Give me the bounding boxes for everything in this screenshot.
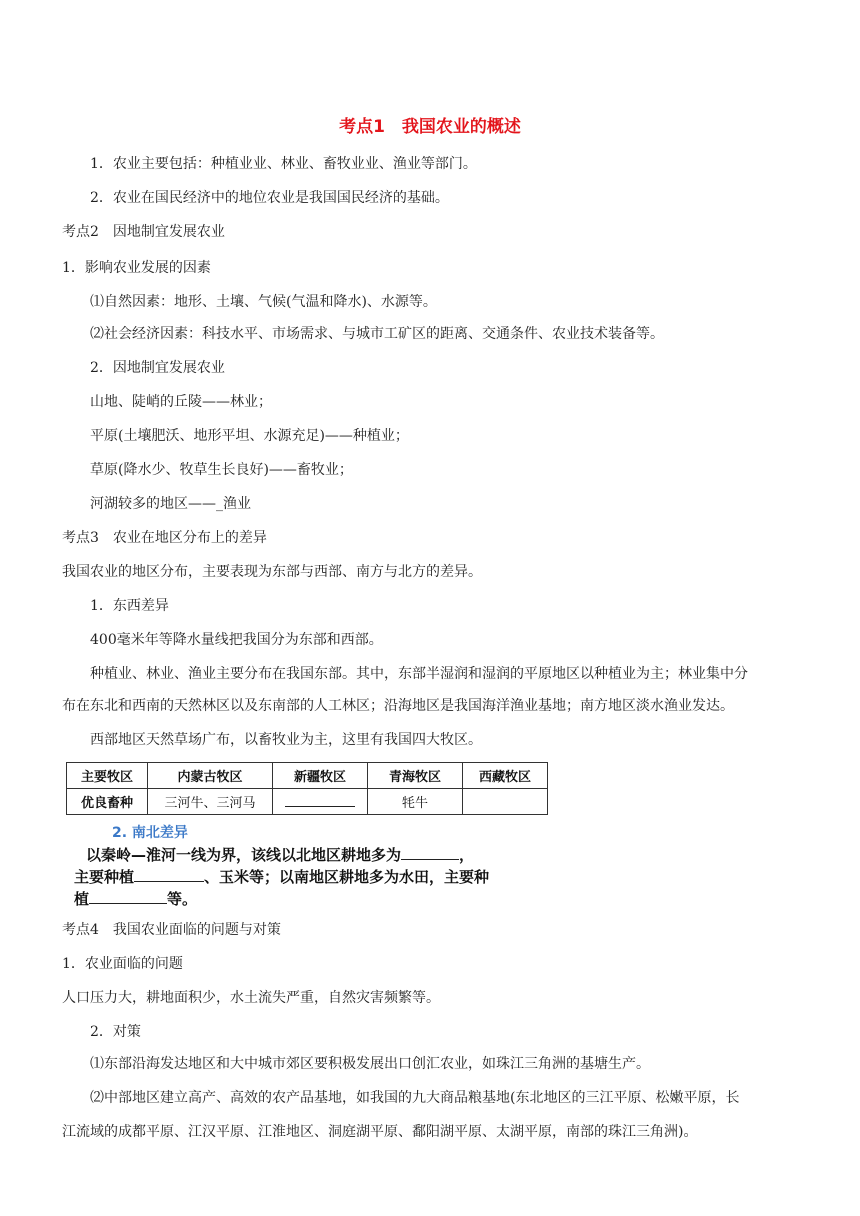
table-row bbox=[67, 763, 548, 789]
table-cell bbox=[273, 789, 368, 815]
pasture-table bbox=[66, 762, 548, 815]
table-cell: 青海牧区 bbox=[368, 763, 463, 789]
paragraph: 2．农业在国民经济中的地位农业是我国国民经济的基础。 bbox=[90, 190, 449, 206]
subheading: 2. 南北差异 bbox=[112, 825, 188, 841]
paragraph: 1．农业主要包括：种植业业、林业、畜牧业业、渔业等部门。 bbox=[90, 156, 477, 172]
text: 植 bbox=[74, 890, 90, 908]
answer-blank bbox=[134, 867, 204, 882]
list-item: 草原(降水少、牧草生长良好)——畜牧业； bbox=[90, 462, 353, 478]
subheading: 2．因地制宜发展农业 bbox=[90, 360, 225, 376]
subheading: 2．对策 bbox=[90, 1024, 141, 1040]
subheading: 1．东西差异 bbox=[90, 598, 169, 614]
paragraph: ⑵中部地区建立高产、高效的农产品基地，如我国的九大商品粮基地(东北地区的三江平原、松嫩平原，长 bbox=[90, 1090, 740, 1106]
fill-line bbox=[74, 866, 489, 888]
paragraph: ⑴自然因素：地形、土壤、气候(气温和降水)、水源等。 bbox=[90, 294, 437, 310]
table-row bbox=[67, 789, 548, 815]
paragraph: ⑴东部沿海发达地区和大中城市郊区要积极发展出口创汇农业，如珠江三角洲的基塘生产。 bbox=[90, 1056, 650, 1072]
list-item: 平原(土壤肥沃、地形平坦、水源充足)——种植业； bbox=[90, 428, 409, 444]
text: 、玉米等；以南地区耕地多为水田，主要种 bbox=[204, 868, 490, 886]
paragraph: 人口压力大，耕地面积少，水土流失严重，自然灾害频繁等。 bbox=[62, 990, 440, 1006]
answer-blank bbox=[401, 845, 459, 860]
subheading: 1．影响农业发展的因素 bbox=[62, 260, 211, 276]
paragraph: 我国农业的地区分布，主要表现为东部与西部、南方与北方的差异。 bbox=[62, 564, 482, 580]
table-cell: 主要牧区 bbox=[67, 763, 148, 789]
section-heading: 考点4 我国农业面临的问题与对策 bbox=[62, 922, 281, 938]
section-heading: 考点3 农业在地区分布上的差异 bbox=[62, 530, 267, 546]
answer-blank bbox=[89, 889, 167, 904]
paragraph: 江流域的成都平原、江汉平原、江淮地区、洞庭湖平原、鄱阳湖平原、太湖平原，南部的珠江三角洲)。 bbox=[62, 1124, 698, 1140]
subheading: 1．农业面临的问题 bbox=[62, 956, 183, 972]
table-cell: 西藏牧区 bbox=[463, 763, 548, 789]
paragraph: ⑵社会经济因素：科技水平、市场需求、与城市工矿区的距离、交通条件、农业技术装备等。 bbox=[90, 326, 664, 342]
text: ， bbox=[459, 846, 475, 864]
paragraph: 种植业、林业、渔业主要分布在我国东部。其中，东部半湿润和湿润的平原地区以种植业为主；林业集中分 bbox=[90, 666, 748, 682]
text: 以秦岭—淮河一线为界，该线以北地区耕地多为 bbox=[86, 846, 402, 864]
table-cell bbox=[463, 789, 548, 815]
answer-blank bbox=[285, 792, 355, 807]
page-title: 考点1 我国农业的概述 bbox=[339, 117, 521, 137]
list-item: 山地、陡峭的丘陵——林业； bbox=[90, 394, 272, 410]
section-heading: 考点2 因地制宜发展农业 bbox=[62, 224, 225, 240]
text: 主要种植 bbox=[74, 868, 135, 886]
table-cell: 优良畜种 bbox=[67, 789, 148, 815]
text: 等。 bbox=[167, 890, 198, 908]
fill-line bbox=[74, 888, 197, 910]
table-cell: 内蒙古牧区 bbox=[148, 763, 273, 789]
paragraph: 布在东北和西南的天然林区以及东南部的人工林区；沿海地区是我国海洋渔业基地；南方地区淡水渔业发达。 bbox=[62, 698, 734, 714]
table-cell: 牦牛 bbox=[368, 789, 463, 815]
table-cell: 三河牛、三河马 bbox=[148, 789, 273, 815]
paragraph: 400毫米年等降水量线把我国分为东部和西部。 bbox=[90, 632, 383, 648]
list-item: 河湖较多的地区——_渔业 bbox=[90, 496, 251, 512]
table-cell: 新疆牧区 bbox=[273, 763, 368, 789]
fill-line bbox=[86, 844, 474, 866]
paragraph: 西部地区天然草场广布，以畜牧业为主，这里有我国四大牧区。 bbox=[90, 732, 482, 748]
